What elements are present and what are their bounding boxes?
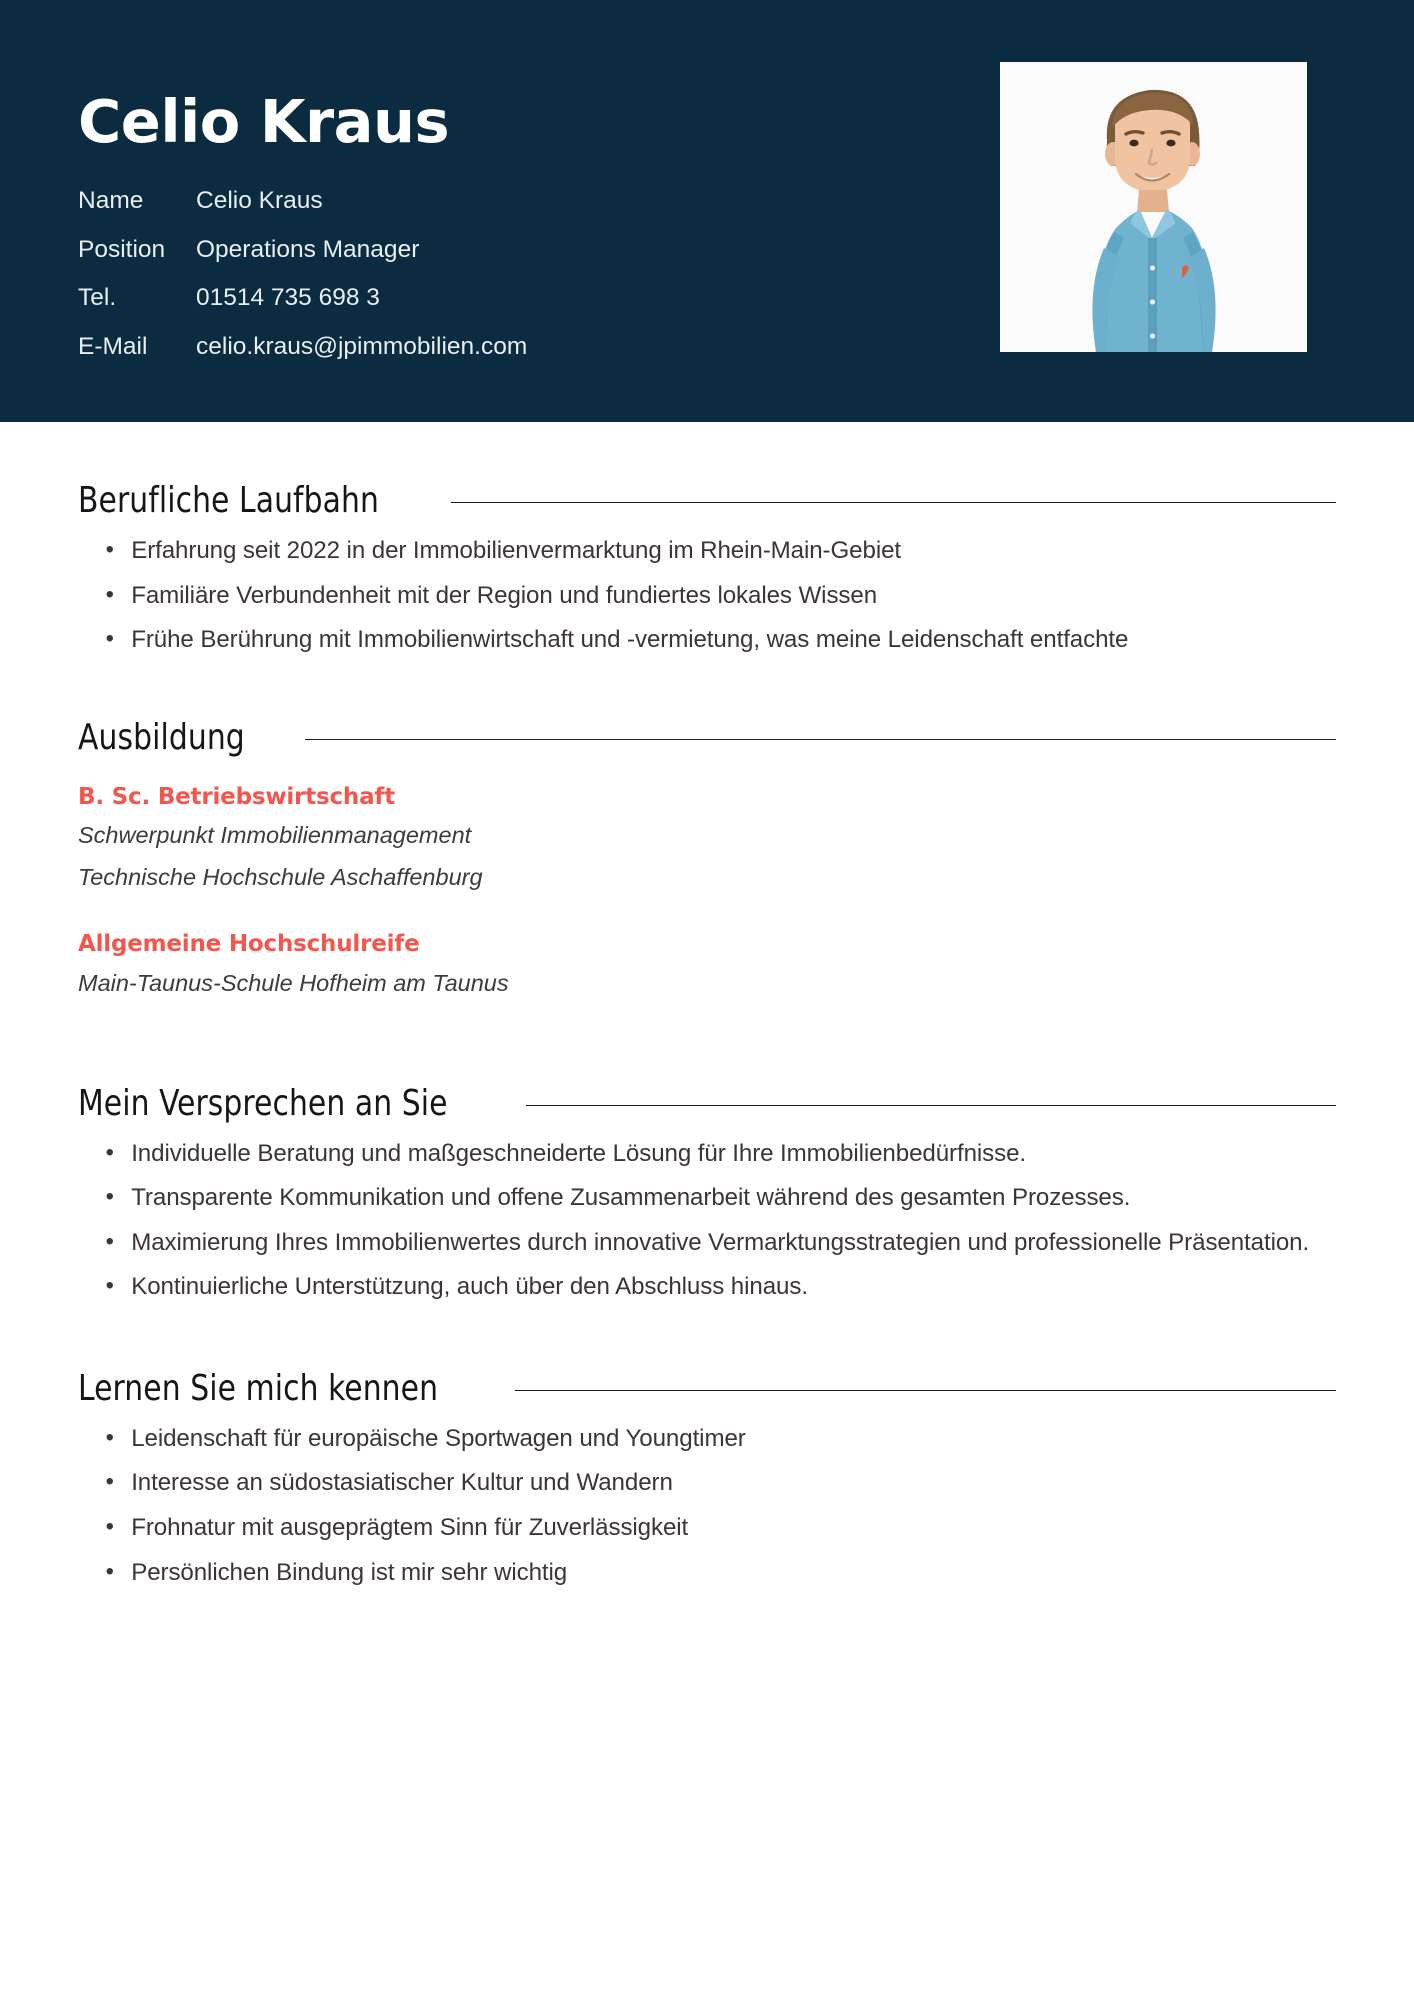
section-education-title: Ausbildung (78, 716, 245, 758)
list-item: • Individuelle Beratung und maßgeschneiderte Lösung für Ihre Immobilienbedürfnisse. (78, 1132, 1317, 1177)
section-divider (305, 739, 1336, 740)
education-entry-list (78, 766, 1336, 1005)
resume-header (0, 0, 1414, 422)
contact-label: E-Mail (78, 332, 148, 360)
header-identity-block (78, 87, 958, 360)
section-education-header (78, 663, 1336, 760)
list-item: • Kontinuierliche Unterstützung, auch über den Abschluss hinaus. (78, 1265, 1317, 1310)
list-item: • Maximierung Ihres Immobilienwertes durch innovative Vermarktungsstrategien und professionelle Präsentation. (78, 1221, 1317, 1266)
promise-bullet-list (78, 1132, 1336, 1310)
contact-row (78, 238, 527, 287)
education-entry (78, 780, 1336, 899)
contact-row (78, 335, 527, 360)
profile-photo-icon (1000, 62, 1307, 352)
contact-value: celio.kraus@jpimmobilien.com (196, 332, 528, 360)
contact-value: Celio Kraus (196, 187, 323, 214)
section-promise (78, 1007, 1336, 1310)
list-item: • Interesse an südostasiatischer Kultur und Wandern (78, 1461, 1317, 1506)
list-item: • Transparente Kommunikation und offene Zusammenarbeit während des gesamten Prozesses. (78, 1176, 1317, 1221)
section-about-title: Lernen Sie mich kennen (78, 1367, 439, 1409)
contact-rows (78, 189, 527, 359)
list-item: • Familiäre Verbundenheit mit der Region und fundiertes lokales Wissen (78, 574, 1317, 619)
contact-label: Tel. (78, 284, 117, 311)
contact-value: Operations Manager (196, 235, 420, 263)
list-item: • Persönlichen Bindung ist mir sehr wichtig (78, 1551, 1317, 1596)
page-title: Celio Kraus (78, 87, 450, 156)
contact-row (78, 189, 527, 238)
avatar (1000, 62, 1307, 352)
section-career-header (78, 422, 1336, 523)
list-item: • Frohnatur mit ausgeprägtem Sinn für Zuverlässigkeit (78, 1506, 1317, 1551)
section-divider (526, 1105, 1336, 1106)
section-promise-title: Mein Versprechen an Sie (78, 1082, 448, 1124)
contact-details-table (78, 189, 527, 359)
education-detail-line: Schwerpunkt Immobilienmanagement (78, 822, 472, 849)
section-about-header (78, 1310, 1336, 1411)
section-career (78, 422, 1336, 663)
education-degree: Allgemeine Hochschulreife (78, 931, 420, 958)
education-entry-spacer (78, 901, 1336, 927)
list-item: • Erfahrung seit 2022 in der Immobilienvermarktung im Rhein-Main-Gebiet (78, 529, 1317, 574)
list-item: • Frühe Berührung mit Immobilienwirtschaft und -vermietung, was meine Leidenschaft entfachte (78, 618, 1317, 663)
education-entry (78, 927, 1336, 1004)
section-divider (451, 502, 1336, 503)
contact-label: Name (78, 187, 144, 214)
education-detail-line: Technische Hochschule Aschaffenburg (78, 864, 483, 891)
career-bullet-list (78, 529, 1336, 663)
education-degree: B. Sc. Betriebswirtschaft (78, 783, 396, 810)
section-promise-header (78, 1007, 1336, 1126)
section-education (78, 663, 1336, 1005)
section-career-title: Berufliche Laufbahn (78, 480, 379, 521)
section-divider (515, 1390, 1336, 1391)
list-item: • Leidenschaft für europäische Sportwagen und Youngtimer (78, 1417, 1317, 1462)
about-bullet-list (78, 1417, 1336, 1595)
contact-label: Position (78, 235, 166, 263)
resume-body (0, 422, 1414, 1595)
contact-value: 01514 735 698 3 (196, 284, 380, 311)
contact-row (78, 286, 527, 335)
education-detail-line: Main-Taunus-Schule Hofheim am Taunus (78, 969, 509, 996)
section-about (78, 1310, 1336, 1595)
